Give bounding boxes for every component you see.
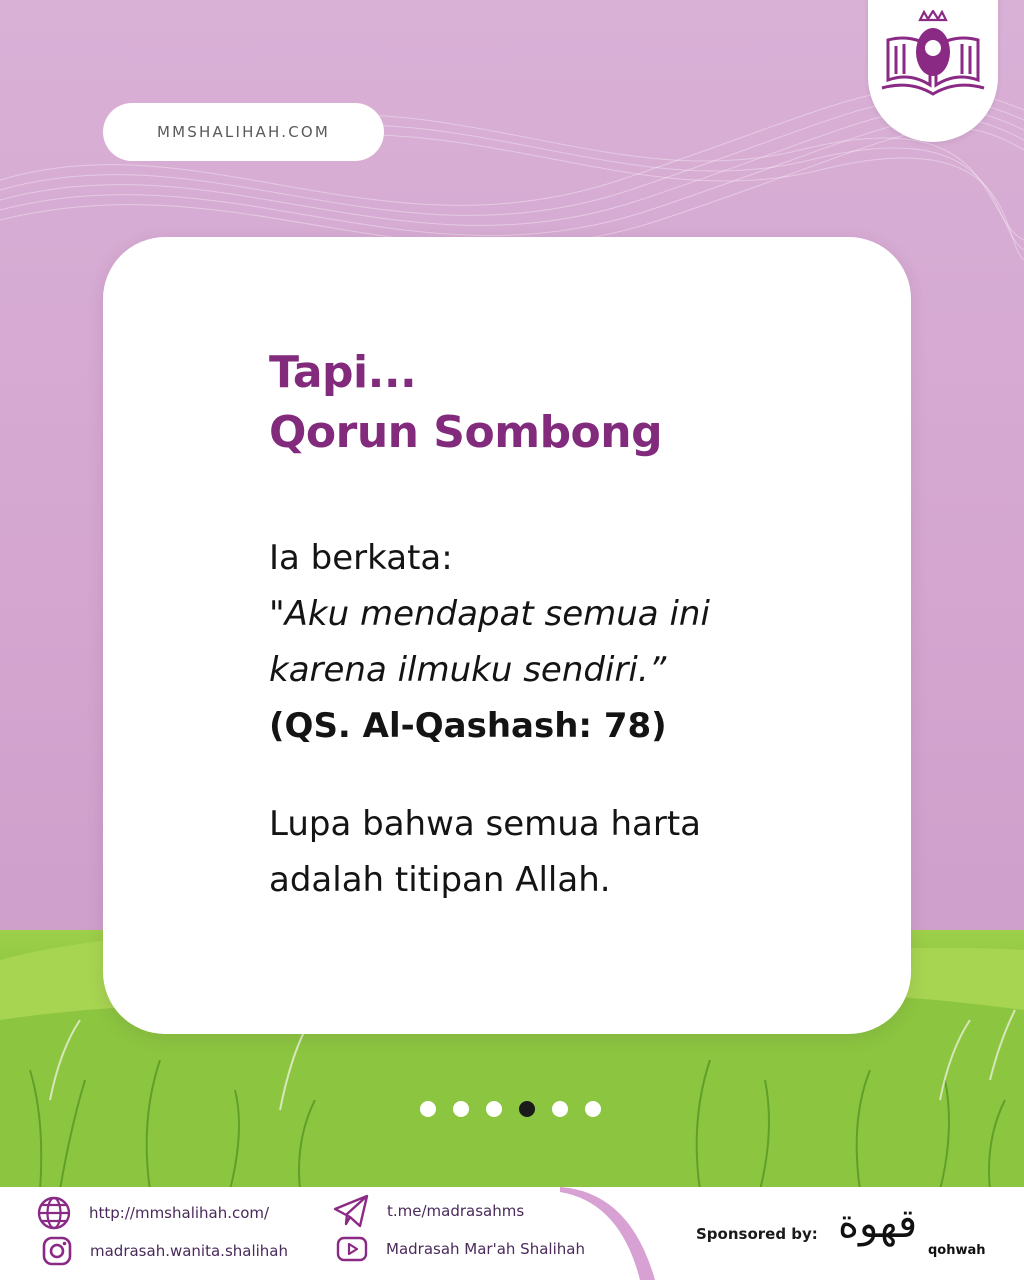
- site-url-pill[interactable]: MMSHALIHAH.COM: [103, 103, 384, 161]
- telegram-icon: [333, 1194, 369, 1228]
- pagination-dot[interactable]: [420, 1101, 436, 1117]
- telegram-text: t.me/madrasahms: [387, 1202, 525, 1220]
- sponsor-label: Sponsored by:: [696, 1225, 818, 1243]
- pagination-dot[interactable]: [585, 1101, 601, 1117]
- instagram-text: madrasah.wanita.shalihah: [90, 1242, 288, 1260]
- quote-line-2: karena ilmuku sendiri.”: [269, 650, 667, 690]
- instagram-icon: [42, 1236, 72, 1266]
- globe-icon: [37, 1196, 71, 1230]
- website-text: http://mmshalihah.com/: [89, 1204, 270, 1222]
- brand-logo-tab[interactable]: [868, 0, 998, 142]
- footer-instagram-link[interactable]: [42, 1236, 288, 1266]
- title-line-2: Qorun Sombong: [269, 407, 663, 458]
- pagination-dot[interactable]: [486, 1101, 502, 1117]
- pagination-dot-active[interactable]: [519, 1101, 535, 1117]
- pagination-dot[interactable]: [453, 1101, 469, 1117]
- footer-swoosh: [560, 1187, 670, 1280]
- closing-line-1: Lupa bahwa semua harta: [269, 804, 702, 844]
- sponsor-logo[interactable]: [838, 1201, 986, 1263]
- footer-youtube-link[interactable]: [336, 1236, 585, 1262]
- title-line-1: Tapi...: [269, 347, 417, 398]
- youtube-text: Madrasah Mar'ah Shalihah: [386, 1240, 585, 1258]
- verse-reference: (QS. Al-Qashash: 78): [269, 706, 667, 746]
- card-body: [269, 530, 869, 908]
- sponsor-name: qohwah: [928, 1243, 986, 1258]
- quote-line-1: "Aku mendapat semua ini: [269, 594, 710, 634]
- card-title: [269, 343, 662, 463]
- pagination-dot[interactable]: [552, 1101, 568, 1117]
- closing-line-2: adalah titipan Allah.: [269, 860, 611, 900]
- intro-text: Ia berkata:: [269, 538, 453, 578]
- footer-telegram-link[interactable]: [333, 1194, 524, 1228]
- pagination-dots: [420, 1101, 601, 1117]
- book-crown-logo-icon: [880, 10, 986, 100]
- sponsor-arabic-wordmark: قهوة: [838, 1201, 918, 1247]
- footer-website-link[interactable]: [37, 1196, 269, 1230]
- youtube-icon: [336, 1236, 368, 1262]
- spacer: [269, 754, 869, 796]
